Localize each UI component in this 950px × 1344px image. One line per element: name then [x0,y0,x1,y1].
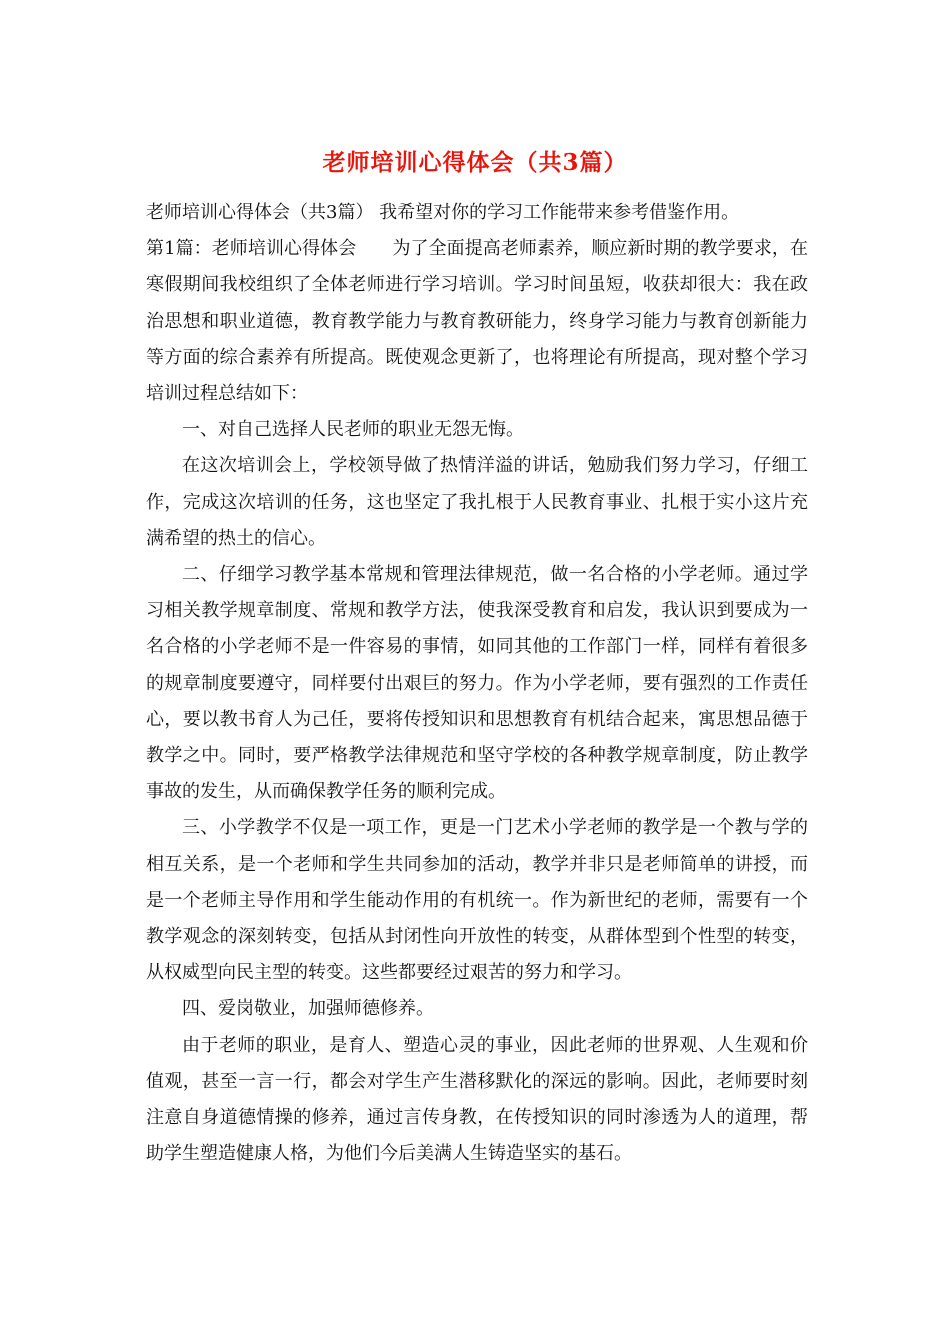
paragraph-section-1: 在这次培训会上，学校领导做了热情洋溢的讲话，勉励我们努力学习，仔细工作，完成这次培训的任务，这也坚定了我扎根于人民教育事业、扎根于实小这片充满希望的热土的信心。 [146,455,808,549]
section-heading-4: 四、爱岗敬业，加强师德修养。 [182,998,434,1020]
document-body [146,195,808,1172]
paragraph-section-4: 由于老师的职业，是育人、塑造心灵的事业，因此老师的世界观、人生观和价值观，甚至一言一行，都会对学生产生潜移默化的深远的影响。因此，老师要时刻注意自身道德情操的修养，通过言传身教，在传授知识的同时渗透为人的道理，帮助学生塑造健康人格，为他们今后美满人生铸造坚实的基石。 [146,1034,808,1165]
paragraph-section-3: 三、小学教学不仅是一项工作，更是一门艺术小学老师的教学是一个教与学的相互关系，是一个老师和学生共同参加的活动，教学并非只是老师简单的讲授，而是一个老师主导作用和学生能动作用的有机统一。作为新世纪的老师，需要有一个教学观念的深刻转变，包括从封闭性向开放性的转变，从群体型到个性型的转变，从权威型向民主型的转变。这些都要经过艰苦的努力和学习。 [146,817,808,984]
intro-paragraph: 老师培训心得体会（共3篇） 我希望对你的学习工作能带来参考借鉴作用。 [146,202,740,223]
paragraph-part1-opening: 第1篇：老师培训心得体会 为了全面提高老师素养，顺应新时期的教学要求，在寒假期间我校组织了全体老师进行学习培训。学习时间虽短，收获却很大：我在政治思想和职业道德，教育教学能力与教育教研能力，终身学习能力与教育创新能力等方面的综合素养有所提高。既使观念更新了，也将理论有所提高，现对整个学习培训过程总结如下： [146,238,808,405]
paragraph-section-2: 二、仔细学习教学基本常规和管理法律规范，做一名合格的小学老师。通过学习相关教学规章制度、常规和教学方法，使我深受教育和启发，我认识到要成为一名合格的小学老师不是一件容易的事情，如同其他的工作部门一样，同样有着很多的规章制度要遵守，同样要付出艰巨的努力。作为小学老师，要有强烈的工作责任心，要以教书育人为己任，要将传授知识和思想教育有机结合起来，寓思想品德于教学之中。同时，要严格教学法律规范和坚守学校的各种教学规章制度，防止教学事故的发生，从而确保教学任务的顺利完成。 [146,564,808,803]
section-heading-1: 一、对自己选择人民老师的职业无怨无悔。 [182,419,524,441]
document-title: 老师培训心得体会（共3篇） [322,149,628,176]
